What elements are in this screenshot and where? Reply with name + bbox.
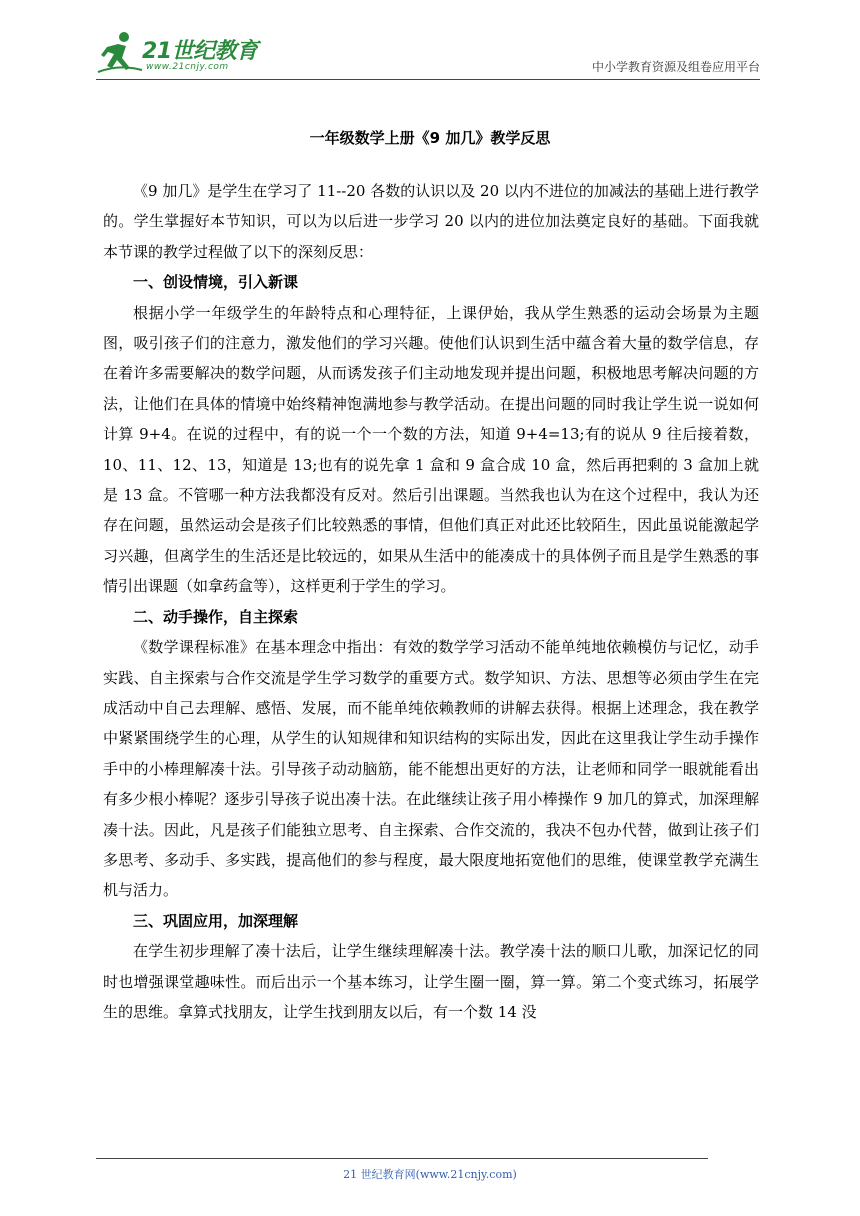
section-paragraph: 《数学课程标准》在基本理念中指出：有效的数学学习活动不能单纯地依赖模仿与记忆，动手实践、自主探索与合作交流是学生学习数学的重要方式。数学知识、方法、思想等必须由学生在完成活动中自己去理解、感悟、发展，而不能单纯依赖教师的讲解去获得。根据上述理念，我在教学中紧紧围绕学生的心理，从学生的认知规律和知识结构的实际出发，因此在这里我让学生动手操作手中的小棒理解凑十法。引导孩子动动脑筋，能不能想出更好的方法，让老师和同学一眼就能看出有多少根小棒呢？逐步引导孩子说出凑十法。在此继续让孩子用小棒操作 9 加几的算式，加深理解凑十法。因此，凡是孩子们能独立思考、自主探索、合作交流的，我决不包办代替，做到让孩子们多思考、多动手、多实践，提高他们的参与程度，最大限度地拓宽他们的思维，使课堂教学充满生机与活力。 [103,638,759,900]
section-heading: 一、创设情境，引入新课 [133,273,299,292]
intro-paragraph: 《9 加几》是学生在学习了 11--20 各数的认识以及 20 以内不进位的加减法的基础上进行教学的。学生掌握好本节知识，可以为以后进一步学习 20 以内的进位加法奠定良好的基础。下面我就本节课的教学过程做了以下的深刻反思： [103,182,759,261]
site-logo[interactable] [96,30,276,76]
page-footer[interactable]: 21 世纪教育网(www.21cnjy.com) [343,1168,517,1181]
section-paragraph: 根据小学一年级学生的年龄特点和心理特征，上课伊始，我从学生熟悉的运动会场景为主题图，吸引孩子们的注意力，激发他们的学习兴趣。使他们认识到生活中蕴含着大量的数学信息，存在着许多需要解决的数学问题，从而诱发孩子们主动地发现并提出问题，积极地思考解决问题的方法，让他们在具体的情境中始终精神饱满地参与教学活动。在提出问题的同时我让学生说一说如何计算 9+4。在说的过程中，有的说一个一个数的方法，知道 9+4=13;有的说从 9 往后接着数，10、11、12、13，知道是 13;也有的说先拿 1 盒和 9 盒合成 10 盒，然后再把剩的 3 盒加上就是 13 盒。不管哪一种方法我都没有反对。然后引出课题。当然我也认为在这个过程中，我认为还存在问题，虽然运动会是孩子们比较熟悉的事情，但他们真正对此还比较陌生，因此虽说能激起学习兴趣，但离学生的生活还是比较远的，如果从生活中的能凑成十的具体例子而且是学生熟悉的事情引出课题（如拿药盒等），这样更利于学生的学习。 [103,303,759,596]
footer-divider [96,1158,708,1159]
document-title: 一年级数学上册《9 加几》教学反思 [309,129,551,147]
page-header [96,30,760,78]
logo-text: 21世纪教育 [142,39,258,64]
section-heading: 三、巩固应用，加深理解 [133,911,299,930]
header-divider [96,79,760,80]
section-heading: 二、动手操作，自主探索 [133,607,299,626]
section-paragraph: 在学生初步理解了凑十法后，让学生继续理解凑十法。教学凑十法的顺口儿歌，加深记忆的同时也增强课堂趣味性。而后出示一个基本练习，让学生圈一圈，算一算。第二个变式练习，拓展学生的思维。拿算式找朋友，让学生找到朋友以后，有一个数 14 没 [103,942,759,1021]
document-body [103,176,759,1027]
runner-icon [96,30,144,76]
logo-url: www.21cnjy.com [146,62,229,72]
platform-name: 中小学教育资源及组卷应用平台 [591,60,760,74]
